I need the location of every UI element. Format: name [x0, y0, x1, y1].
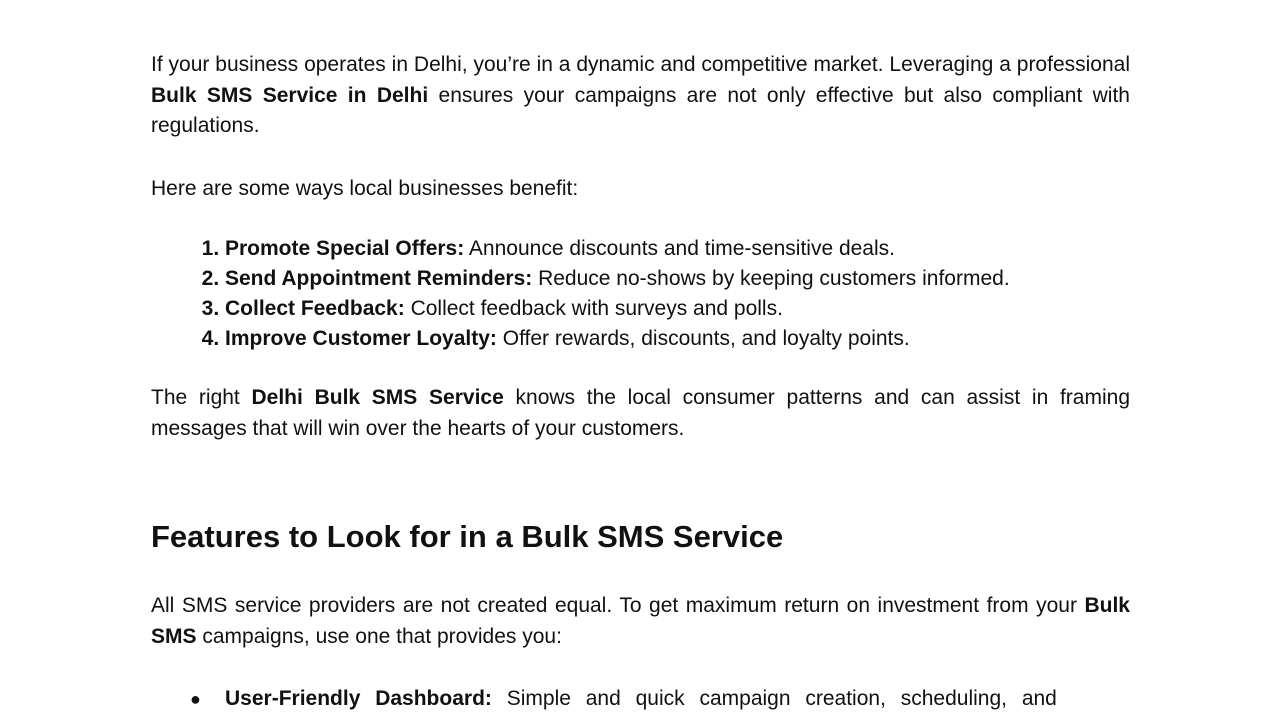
intro-bold-bulk-sms-delhi: Bulk SMS Service in Delhi — [151, 83, 429, 107]
right-service-text-1: The right — [151, 386, 252, 409]
features-list — [151, 684, 1130, 714]
benefit-text: Announce discounts and time-sensitive deals. — [464, 237, 895, 260]
right-service-bold: Delhi Bulk SMS Service — [251, 386, 504, 409]
benefit-text: Offer rewards, discounts, and loyalty points. — [496, 327, 910, 350]
bullet-icon: ● — [190, 689, 201, 709]
benefit-item — [225, 234, 1130, 264]
providers-paragraph — [151, 591, 1130, 652]
providers-text-2: campaigns, use one that provides you: — [196, 624, 562, 648]
feature-text: Simple and quick campaign creation, scheduling, and — [491, 687, 1057, 710]
providers-text-1: All SMS service providers are not created equal. To get maximum return on investment from your — [151, 594, 1085, 617]
intro-text-2: ensures your campaigns are not only effective but also compliant with regulations. — [151, 83, 1130, 137]
feature-title: User-Friendly Dashboard: — [225, 687, 492, 710]
benefit-item — [225, 294, 1130, 324]
intro-paragraph — [151, 50, 1130, 142]
benefits-lead-paragraph: Here are some ways local businesses benefit: — [151, 176, 579, 200]
providers-bold-bulk-sms: Bulk SMS — [151, 594, 1130, 648]
intro-text-1: If your business operates in Delhi, you’re in a dynamic and competitive market. Leveraging a professional — [151, 53, 1130, 76]
right-service-text-2: knows the local consumer patterns and can assist in framing messages that will win over the hearts of your customers. — [151, 386, 1130, 440]
features-heading: Features to Look for in a Bulk SMS Service — [151, 519, 784, 554]
right-service-paragraph — [151, 383, 1130, 444]
benefit-text: Collect feedback with surveys and polls. — [404, 297, 783, 320]
benefits-list — [151, 234, 1130, 354]
benefit-title: Send Appointment Reminders: — [225, 267, 533, 290]
benefit-title: Collect Feedback: — [225, 297, 405, 320]
feature-item — [190, 684, 1130, 714]
document-page — [151, 50, 1130, 714]
benefit-title: Improve Customer Loyalty: — [225, 327, 497, 350]
benefit-text: Reduce no-shows by keeping customers informed. — [532, 267, 1010, 290]
benefit-title: Promote Special Offers: — [225, 237, 465, 260]
benefit-item — [225, 264, 1130, 294]
benefit-item — [225, 324, 1130, 354]
